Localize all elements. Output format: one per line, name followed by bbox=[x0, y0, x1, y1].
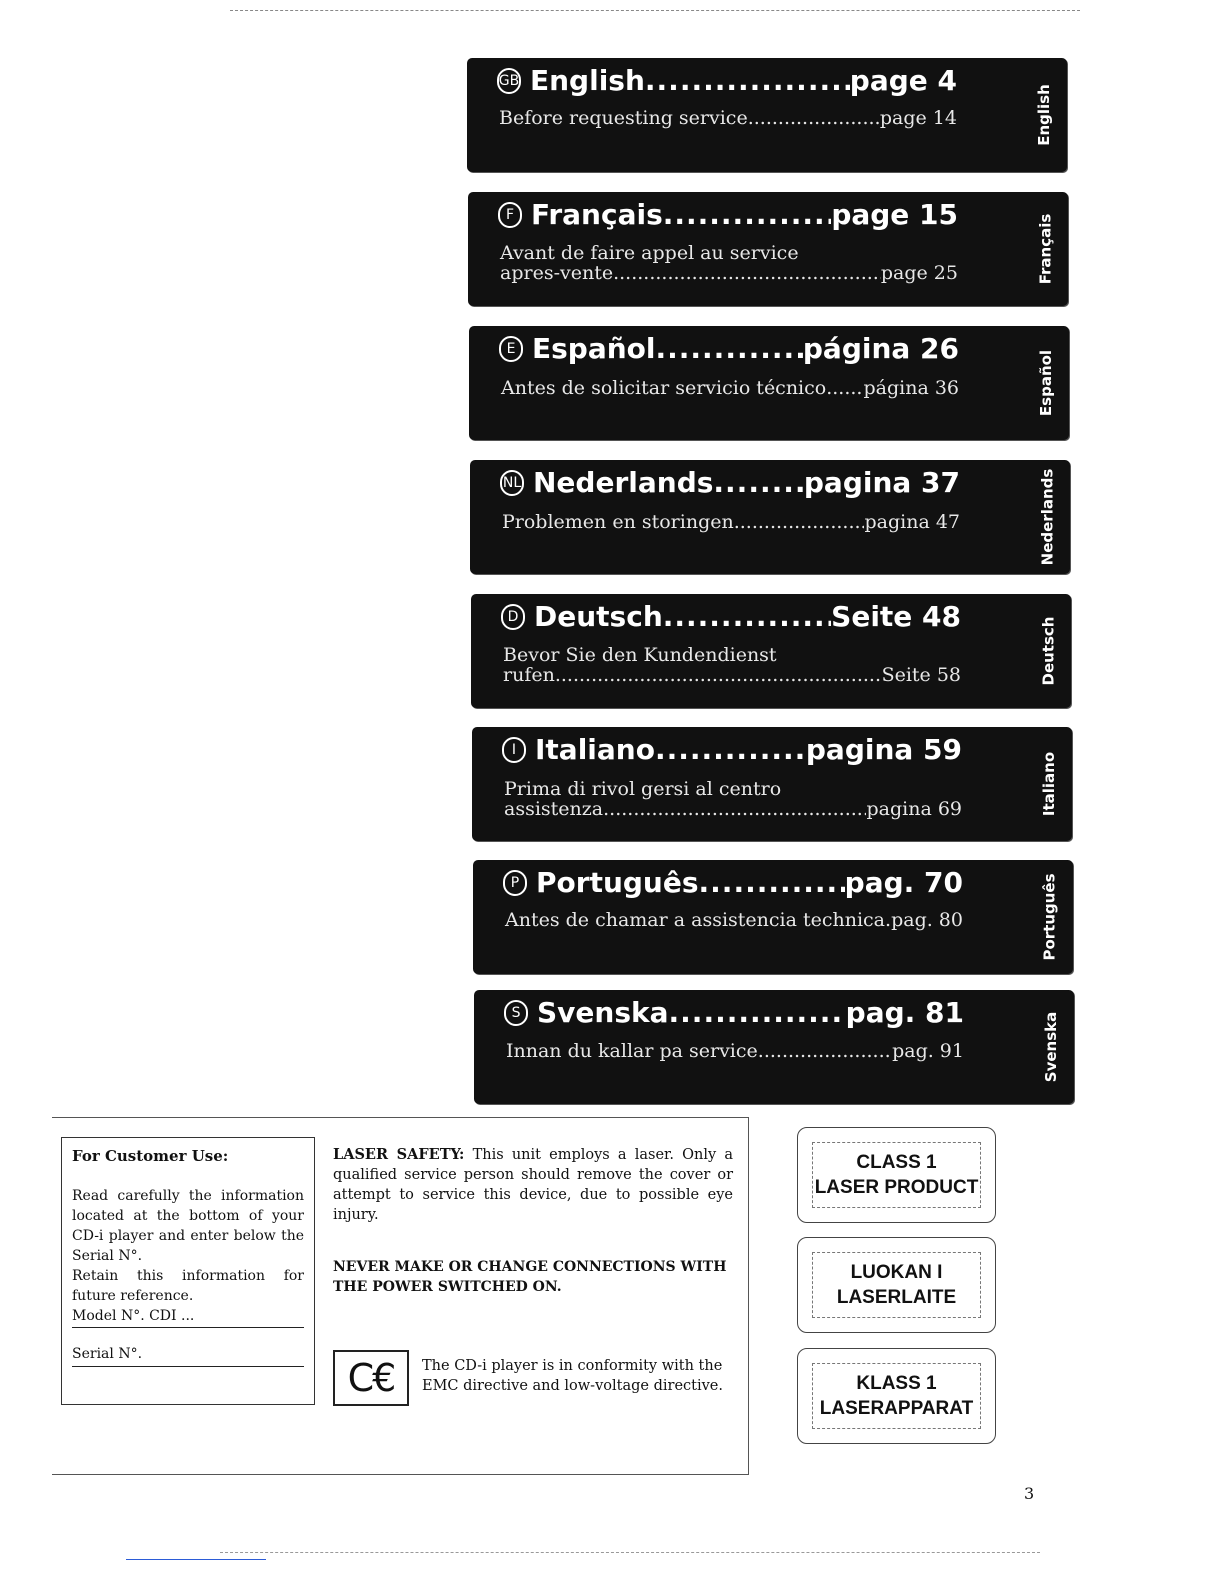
language-name: Français bbox=[531, 198, 663, 231]
language-page: Seite 48 bbox=[831, 600, 961, 633]
service-page: pag. 91 bbox=[892, 1040, 964, 1062]
page-number: 3 bbox=[1024, 1484, 1035, 1503]
language-heading bbox=[499, 332, 959, 365]
language-name: Italiano bbox=[535, 733, 655, 766]
language-block-espanol[interactable] bbox=[469, 326, 1069, 440]
language-page: página 26 bbox=[802, 332, 959, 365]
language-block-italiano[interactable] bbox=[472, 727, 1072, 841]
language-name: Nederlands bbox=[533, 466, 714, 499]
info-section-bottom-rule bbox=[52, 1474, 749, 1475]
label-line-2: LASERLAITE bbox=[836, 1287, 957, 1308]
leader-dots bbox=[663, 198, 832, 231]
top-scan-rule bbox=[230, 10, 1080, 11]
customer-use-box bbox=[61, 1137, 315, 1405]
service-reference bbox=[500, 243, 958, 283]
laser-safety-notice bbox=[333, 1145, 733, 1225]
service-page: page 14 bbox=[879, 107, 957, 129]
label-line-1: LUOKAN I bbox=[850, 1262, 943, 1283]
service-reference bbox=[502, 512, 960, 532]
language-page: pagina 37 bbox=[803, 466, 960, 499]
language-tab: Português bbox=[1041, 873, 1060, 961]
laser-safety-label: LASER SAFETY: bbox=[333, 1146, 465, 1163]
bottom-scan-rule bbox=[220, 1552, 1040, 1553]
service-reference bbox=[503, 645, 961, 685]
language-page: pagina 59 bbox=[805, 733, 962, 766]
info-section-top-rule bbox=[52, 1117, 749, 1118]
country-badge: P bbox=[503, 870, 527, 896]
label-line-2: LASERAPPARAT bbox=[819, 1398, 974, 1419]
country-badge: D bbox=[501, 604, 525, 630]
language-name: Português bbox=[536, 866, 699, 899]
service-text: Innan du kallar pa service bbox=[506, 1040, 758, 1062]
service-text: Antes de solicitar servicio técnico bbox=[501, 377, 827, 399]
service-page: pagina 69 bbox=[866, 798, 962, 820]
service-text: Before requesting service bbox=[499, 107, 748, 129]
leader-dots bbox=[713, 466, 803, 499]
ce-conformity-text: The CD-i player is in conformity with the EMC directive and low-voltage directive. bbox=[422, 1358, 723, 1394]
country-badge: F bbox=[498, 202, 522, 228]
language-page: pag. 70 bbox=[844, 866, 963, 899]
customer-instructions: Read carefully the information located at the bottom of your CD-i player and enter below the Serial N°. bbox=[72, 1188, 304, 1264]
service-reference bbox=[506, 1041, 964, 1061]
language-page: page 4 bbox=[849, 64, 957, 97]
language-tab: Français bbox=[1036, 213, 1055, 285]
language-tab: Deutsch bbox=[1039, 616, 1058, 686]
language-heading bbox=[497, 64, 957, 97]
customer-retain-note: Retain this information for future reference. bbox=[72, 1268, 304, 1304]
country-badge: S bbox=[504, 1000, 528, 1026]
language-block-english[interactable] bbox=[467, 58, 1067, 172]
label-line-2: LASER PRODUCT bbox=[814, 1177, 979, 1198]
language-tab: English bbox=[1035, 84, 1053, 146]
language-tab: Nederlands bbox=[1038, 468, 1056, 566]
service-text: Avant de faire appel au service bbox=[500, 242, 799, 264]
language-block-svenska[interactable] bbox=[474, 990, 1074, 1104]
service-text-2: assistenza bbox=[504, 798, 604, 820]
laser-safety-text: This unit employs a laser. Only a qualified service person should remove the cover or attempt to service this device, due to possible eye injury. bbox=[333, 1147, 734, 1223]
service-page: Seite 58 bbox=[881, 664, 961, 686]
service-text-2: apres-vente bbox=[500, 262, 614, 284]
laser-class-label-english bbox=[797, 1127, 996, 1223]
language-name: Deutsch bbox=[534, 600, 663, 633]
language-page: page 15 bbox=[831, 198, 958, 231]
service-text: Problemen en storingen bbox=[502, 511, 734, 533]
model-number-field[interactable]: Model N°. CDI ... bbox=[72, 1306, 304, 1328]
language-block-nederlands[interactable] bbox=[470, 460, 1070, 574]
language-tab: Español bbox=[1037, 349, 1056, 417]
country-badge: I bbox=[502, 737, 526, 763]
language-tab: Italiano bbox=[1040, 751, 1059, 817]
language-heading bbox=[501, 600, 961, 633]
language-page: pag. 81 bbox=[845, 996, 964, 1029]
leader-dots bbox=[655, 733, 806, 766]
service-reference bbox=[501, 378, 959, 398]
service-text-2: rufen bbox=[503, 664, 555, 686]
country-badge: E bbox=[499, 336, 523, 362]
label-line-1: CLASS 1 bbox=[856, 1152, 937, 1173]
laser-class-label-finnish bbox=[797, 1237, 996, 1333]
country-badge: GB bbox=[497, 68, 521, 94]
service-text: Bevor Sie den Kundendienst bbox=[503, 644, 777, 666]
service-text: Prima di rivol gersi al centro bbox=[504, 778, 782, 800]
language-heading bbox=[502, 733, 962, 766]
ce-mark-icon: C€ bbox=[333, 1350, 409, 1406]
service-reference bbox=[499, 108, 957, 128]
laser-class-label-swedish bbox=[797, 1348, 996, 1444]
language-block-francais[interactable] bbox=[468, 192, 1068, 306]
leader-dots bbox=[645, 64, 850, 97]
leader-dots bbox=[663, 600, 831, 633]
language-name: English bbox=[530, 64, 645, 97]
service-page: pag. 80 bbox=[891, 909, 963, 931]
language-heading bbox=[503, 866, 963, 899]
country-badge: NL bbox=[500, 470, 524, 496]
service-reference bbox=[505, 910, 963, 930]
customer-use-title: For Customer Use: bbox=[72, 1147, 229, 1165]
leader-dots bbox=[656, 332, 803, 365]
service-page: página 36 bbox=[863, 377, 959, 399]
service-page: pagina 47 bbox=[864, 511, 960, 533]
serial-number-field[interactable]: Serial N°. bbox=[72, 1344, 304, 1367]
language-name: Svenska bbox=[537, 996, 669, 1029]
service-text: Antes de chamar a assistencia technica bbox=[505, 909, 886, 931]
service-reference bbox=[504, 779, 962, 819]
info-section-right-rule bbox=[748, 1117, 749, 1474]
service-page: page 25 bbox=[880, 262, 958, 284]
language-block-deutsch[interactable] bbox=[471, 594, 1071, 708]
language-heading bbox=[498, 198, 958, 231]
language-block-portugues[interactable] bbox=[473, 860, 1073, 974]
language-heading bbox=[500, 466, 960, 499]
connection-warning: NEVER MAKE OR CHANGE CONNECTIONS WITH THE POWER SWITCHED ON. bbox=[333, 1259, 727, 1295]
label-line-1: KLASS 1 bbox=[856, 1373, 937, 1394]
language-tab: Svenska bbox=[1042, 1011, 1060, 1083]
language-name: Español bbox=[532, 332, 656, 365]
language-heading bbox=[504, 996, 964, 1029]
leader-dots bbox=[699, 866, 845, 899]
leader-dots bbox=[669, 996, 846, 1029]
bottom-blue-line bbox=[126, 1559, 266, 1560]
